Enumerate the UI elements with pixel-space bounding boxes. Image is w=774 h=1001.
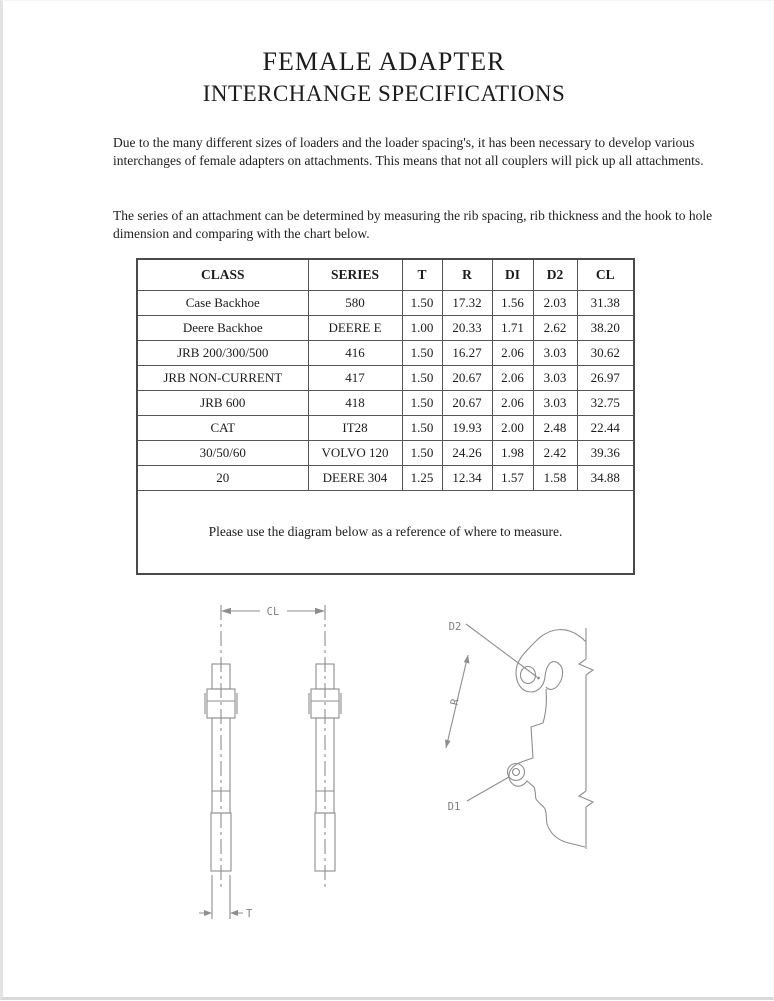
d2-label: D2 [448,621,462,633]
table-cell: 1.50 [402,441,442,466]
column-header-d2: D2 [533,259,577,291]
page-title: FEMALE ADAPTER [262,47,506,76]
table-cell: 17.32 [442,291,492,316]
table-cell: JRB NON-CURRENT [137,366,308,391]
intro-paragraph: Due to the many different sizes of loaders and the loader spacing's, it has been necessary to develop various interchanges of female adapters on attachments. This means that not all couplers will pick up all attachments. [113,135,704,168]
table-cell: DEERE 304 [308,466,402,491]
table-cell: 1.58 [533,466,577,491]
table-cell: CAT [137,416,308,441]
table-cell: Case Backhoe [137,291,308,316]
table-cell: 1.98 [492,441,533,466]
page-subtitle: INTERCHANGE SPECIFICATIONS [202,81,566,106]
table-cell: 38.20 [577,316,634,341]
table-cell: 1.50 [402,391,442,416]
cl-dimension-label: CL [266,606,280,618]
column-header-class: CLASS [137,259,308,291]
table-cell: 416 [308,341,402,366]
table-cell: 16.27 [442,341,492,366]
table-cell: 1.56 [492,291,533,316]
table-cell: 19.93 [442,416,492,441]
table-cell: 12.34 [442,466,492,491]
table-cell: 2.00 [492,416,533,441]
table-cell: 2.03 [533,291,577,316]
column-header-cl: CL [577,259,634,291]
column-header-di: DI [492,259,533,291]
table-cell: 2.42 [533,441,577,466]
table-cell: 2.06 [492,391,533,416]
d1-label: D1 [447,801,461,813]
table-cell: 2.06 [492,341,533,366]
table-cell: 3.03 [533,391,577,416]
measure-note: Please use the diagram below as a reference of where to measure. [137,491,634,575]
table-cell: 31.38 [577,291,634,316]
table-cell: 1.50 [402,291,442,316]
table-cell: 26.97 [577,366,634,391]
table-cell: 1.00 [402,316,442,341]
table-cell: 32.75 [577,391,634,416]
table-cell: JRB 600 [137,391,308,416]
table-cell: 2.48 [533,416,577,441]
table-cell: 1.71 [492,316,533,341]
column-header-r: R [442,259,492,291]
rib-spacing-diagram [199,605,341,919]
table-cell: 30/50/60 [137,441,308,466]
table-cell: 1.50 [402,366,442,391]
table-cell: 22.44 [577,416,634,441]
measurement-diagrams [3,1,774,1001]
table-cell: IT28 [308,416,402,441]
column-header-t: T [402,259,442,291]
table-cell: 20.67 [442,366,492,391]
table-cell: 418 [308,391,402,416]
table-cell: 2.06 [492,366,533,391]
table-cell: DEERE E [308,316,402,341]
table-cell: 3.03 [533,341,577,366]
table-cell: 20.67 [442,391,492,416]
table-cell: 1.50 [402,416,442,441]
table-cell: 1.57 [492,466,533,491]
table-cell: 1.50 [402,341,442,366]
table-cell: 580 [308,291,402,316]
measure-paragraph: The series of an attachment can be determined by measuring the rib spacing, rib thickness and the hook to hole dimension and comparing with the chart below. [113,208,713,241]
t-dimension-label: T [246,908,253,920]
table-cell: JRB 200/300/500 [137,341,308,366]
table-cell: 20 [137,466,308,491]
table-cell: 2.62 [533,316,577,341]
table-cell: 3.03 [533,366,577,391]
table-cell: Deere Backhoe [137,316,308,341]
table-cell: 24.26 [442,441,492,466]
table-cell: 1.25 [402,466,442,491]
table-cell: 34.88 [577,466,634,491]
table-cell: 417 [308,366,402,391]
table-cell: 39.36 [577,441,634,466]
table-cell: 30.62 [577,341,634,366]
hook-profile-diagram [445,624,593,849]
r-dimension-label: R [448,697,462,707]
column-header-series: SERIES [308,259,402,291]
table-cell: VOLVO 120 [308,441,402,466]
table-cell: 20.33 [442,316,492,341]
